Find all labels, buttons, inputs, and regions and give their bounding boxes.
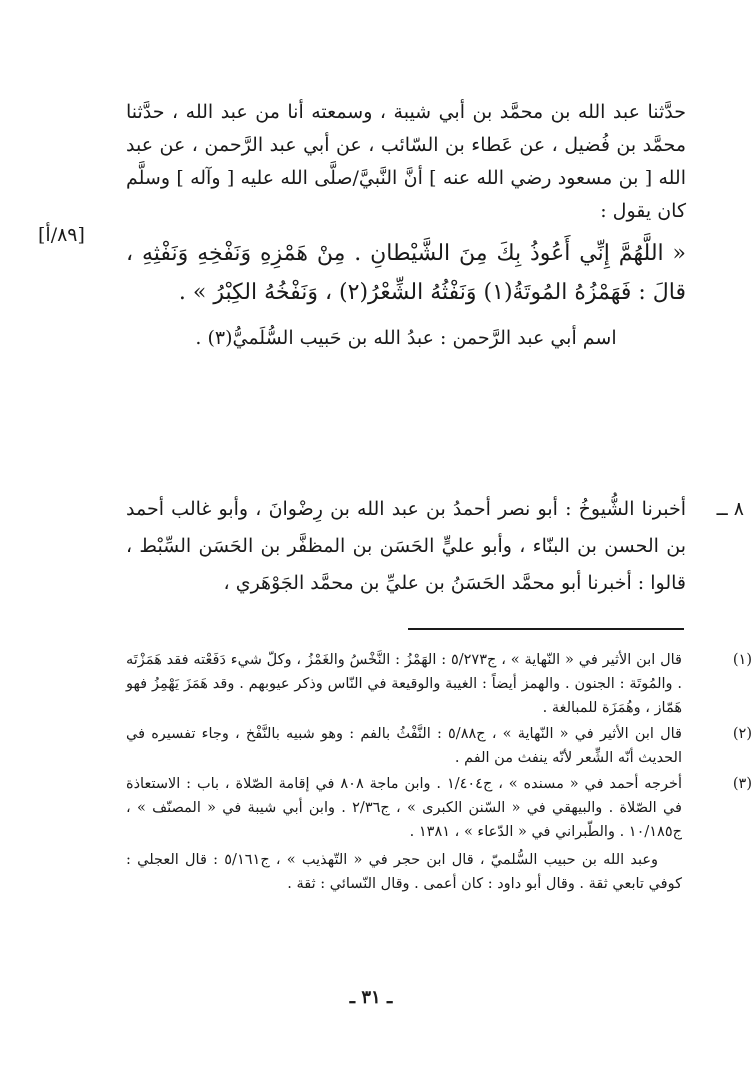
footnote-text: قال ابن الأثير في « النّهاية » ، ج٥/٨٨ : النَّفْثُ بالفم : وهو شبيه بالنَّفْخ ، وجاء تفسيره في الحديث أنّه الشِّعر لأنّه ينفث من الفم . xyxy=(126,726,682,766)
footnote-3 xyxy=(126,772,752,896)
footnote-text: قال ابن الأثير في « النّهاية » ، ج٥/٢٧٣ : الهَمْزُ : النَّخْسُ والغَمْزُ ، وكلّ شيء دَفَعْته فقد هَمَزْتَه . والمُوتَة : الجنون . والهمز أيضاً : الغيبة والوقيعة في النّاس وذكر عيوبهم . وقد هَمَزَ يَهْمِزُ فهو هَمّاز ، وهُمَزَة للمبالغة . xyxy=(126,652,682,716)
item-8-text: أخبرنا الشُّيوخُ : أبو نصر أحمدُ بن عبد الله بن رِضْوانَ ، وأبو غالب أحمد بن الحسن بن البنّاء ، وأبو عليٍّ الحَسَن بن المظفَّر بن الحَسَن السِّبْط ، قالوا : أخبرنا أبو محمَّد الحَسَنُ بن عليِّ بن محمَّد الجَوْهَري ، xyxy=(126,498,686,594)
footnote-text: أخرجه أحمد في « مسنده » ، ج١/٤٠٤ . وابن ماجة ٨٠٨ في إقامة الصّلاة ، باب : الاستعاذة في الصّلاة . والبيهقي في « السّنن الكبرى » ، ج٢/٣٦ . وابن أبي شيبة في « المصنّف » ، ج١٠/١٨٥ . والطّبراني في « الدّعاء » ، ١٣٨١ . xyxy=(126,776,682,840)
footnote-2 xyxy=(126,722,752,770)
isnad-paragraph: حدَّثنا عبد الله بن محمَّد بن أبي شيبة ، وسمعته أنا من عبد الله ، حدَّثنا محمَّد بن فُضيل ، عن عَطاء بن السّائب ، عن أبي عبد الرَّحمن ، عن عبد الله [ بن مسعود رضي الله عنه ] أنَّ النَّبيَّ/صلَّى الله عليه [ وآله ] وسلَّم كان يقول : xyxy=(126,101,686,222)
footnote-text-continuation: وعبد الله بن حبيب السُّلميّ ، قال ابن حجر في « التّهذيب » ، ج٥/١٦١ : قال العجلي : كوفي تابعي ثقة . وقال أبو داود : كان أعمى . وقال النّسائي : ثقة . xyxy=(126,852,682,892)
hadith-text: « اللَّهُمَّ إِنِّي أَعُوذُ بِكَ مِنَ الشَّيْطانِ . مِنْ هَمْزِهِ وَنَفْخِهِ وَنَفْثِهِ ، قالَ : فَهَمْزُهُ المُوتَةُ(١) وَنَفْثُهُ الشِّعْرُ(٢) ، وَنَفْخُهُ الكِبْرُ » . xyxy=(126,241,686,305)
footnote-number: (٢) xyxy=(732,726,752,742)
footnote-1 xyxy=(126,648,752,720)
footnote-number: (٣) xyxy=(732,776,752,792)
footnote-separator xyxy=(408,628,684,630)
item-number: ٨ ــ xyxy=(716,498,744,520)
narrator-name-line: اسم أبي عبد الرَّحمن : عبدُ الله بن حَبيب السُّلَميُّ(٣) . xyxy=(195,327,617,349)
footnote-number: (١) xyxy=(732,652,752,668)
main-text-block xyxy=(126,96,686,355)
manuscript-folio-reference: [٨٩/أ] xyxy=(38,224,85,246)
hadith-item-8 xyxy=(126,491,744,602)
page-number: ـ ٣١ ـ xyxy=(349,987,393,1008)
footnotes-block xyxy=(126,648,752,911)
